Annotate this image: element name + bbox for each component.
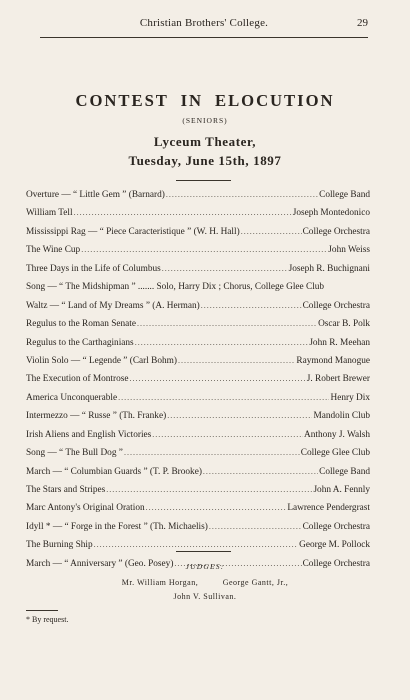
program-piece: Regulus to the Carthaginians (26, 337, 134, 348)
dot-leader (130, 374, 306, 383)
program-performer: Anthony J. Walsh (304, 429, 370, 440)
dot-leader (166, 190, 318, 199)
program-piece: March — “ Columbian Guards ” (T. P. Brooke) (26, 466, 202, 477)
program-performer: Lawrence Pendergrast (287, 503, 370, 514)
program-piece: Song — “ The Bull Dog ” (26, 448, 123, 459)
program-performer: College Orchestra (302, 300, 370, 311)
dot-leader (146, 503, 287, 512)
program-item (26, 227, 370, 245)
page-number: 29 (357, 17, 368, 29)
dot-leader (124, 448, 300, 457)
program-item (26, 411, 370, 429)
program-item (26, 208, 370, 226)
program-item (26, 522, 370, 540)
footnote-rule (26, 610, 58, 611)
program-performer: College Orchestra (302, 521, 370, 532)
dot-leader (203, 467, 318, 476)
dot-leader (178, 356, 295, 365)
program-piece: William Tell (26, 208, 73, 219)
dot-leader (167, 411, 312, 420)
dot-leader (201, 301, 302, 310)
program-piece: The Execution of Montrose (26, 374, 129, 385)
program-item (26, 338, 370, 356)
program-performer: College Orchestra (302, 226, 370, 237)
program-piece: Marc Antony's Original Oration (26, 503, 145, 514)
program-performer: College Glee Club (300, 448, 370, 459)
program-piece: Irish Aliens and English Victories (26, 429, 152, 440)
program-performer: John Weiss (328, 245, 370, 256)
judges-row-2 (0, 592, 410, 601)
program-item (26, 430, 370, 448)
dot-leader (241, 227, 302, 236)
footnote: * By request. (26, 615, 69, 624)
program-performer: J. Robert Brewer (306, 374, 370, 385)
dot-leader (94, 540, 299, 549)
judge-name: Mr. William Horgan, (121, 578, 199, 587)
dot-leader (81, 245, 327, 254)
program-piece: Three Days in the Life of Columbus (26, 263, 161, 274)
program-item (26, 356, 370, 374)
judges-row-1 (0, 578, 410, 587)
program-performer: College Band (319, 190, 370, 200)
running-head: Christian Brothers' College. (139, 17, 269, 29)
program-performer: Joseph Montedonico (292, 208, 370, 219)
program-item (26, 393, 370, 411)
program-item (26, 264, 370, 282)
program-list (26, 190, 370, 577)
dot-leader (137, 319, 317, 328)
program-performer: Henry Dix (330, 392, 370, 403)
program-item (26, 374, 370, 392)
program-piece: Idyll * — “ Forge in the Forest ” (Th. Michaelis) (26, 521, 208, 532)
program-performer: John R. Meehan (309, 337, 370, 348)
event-date: Tuesday, June 15th, 1897 (128, 153, 282, 168)
program-item (26, 503, 370, 521)
venue: Lyceum Theater, (153, 134, 257, 149)
page-header (40, 17, 368, 38)
dot-leader (118, 393, 329, 402)
dot-leader (209, 522, 302, 531)
program-performer: College Orchestra (302, 558, 370, 569)
program-performer: John A. Fennly (313, 485, 370, 495)
program-performer: George M. Pollock (299, 540, 370, 551)
dot-leader (74, 208, 292, 217)
program-piece: Overture — “ Little Gem ” (Barnard) (26, 190, 165, 200)
program-performer: Mandolin Club (313, 411, 370, 422)
program-piece: Violin Solo — “ Legende ” (Carl Bohm) (26, 355, 178, 366)
program-item (26, 540, 370, 558)
judges-label: JUDGES: (185, 562, 225, 571)
program-piece: The Stars and Stripes (26, 485, 106, 495)
subtitle: (SENIORS) (182, 116, 228, 125)
program-item (26, 301, 370, 319)
program-piece: Intermezzo — “ Russe ” (Th. Franke) (26, 411, 167, 422)
divider-top (176, 180, 231, 181)
dot-leader (152, 430, 303, 439)
judge-name: John V. Sullivan. (173, 592, 237, 601)
dot-leader (106, 485, 312, 494)
program-piece: Song — “ The Midshipman ” ....... Solo, Harry Dix ; Chorus, College Glee Club (26, 282, 325, 293)
page-title: CONTEST IN ELOCUTION (75, 91, 335, 110)
program-performer: College Band (319, 466, 370, 477)
program-item (26, 282, 370, 300)
program-piece: The Wine Cup (26, 245, 81, 256)
program-performer: Oscar B. Polk (318, 319, 370, 330)
program-item (26, 485, 370, 503)
program-item (26, 190, 370, 208)
program-item (26, 245, 370, 263)
judge-name: George Gantt, Jr., (222, 578, 289, 587)
program-performer: Raymond Manogue (296, 355, 370, 366)
dot-leader (135, 338, 309, 347)
divider-bottom (176, 551, 231, 552)
program-piece: Waltz — “ Land of My Dreams ” (A. Herman) (26, 300, 200, 311)
program-piece: Mississippi Rag — “ Piece Caracteristique ” (W. H. Hall) (26, 226, 240, 237)
program-piece: Regulus to the Roman Senate (26, 319, 136, 330)
program-piece: America Unconquerable (26, 392, 118, 403)
program-item (26, 319, 370, 337)
program-piece: The Burning Ship (26, 540, 93, 551)
dot-leader (162, 264, 288, 273)
program-performer: Joseph R. Buchignani (288, 263, 370, 274)
program-item (26, 467, 370, 485)
program-item (26, 448, 370, 466)
program-piece: March — “ Anniversary ” (Geo. Posey) (26, 558, 174, 569)
